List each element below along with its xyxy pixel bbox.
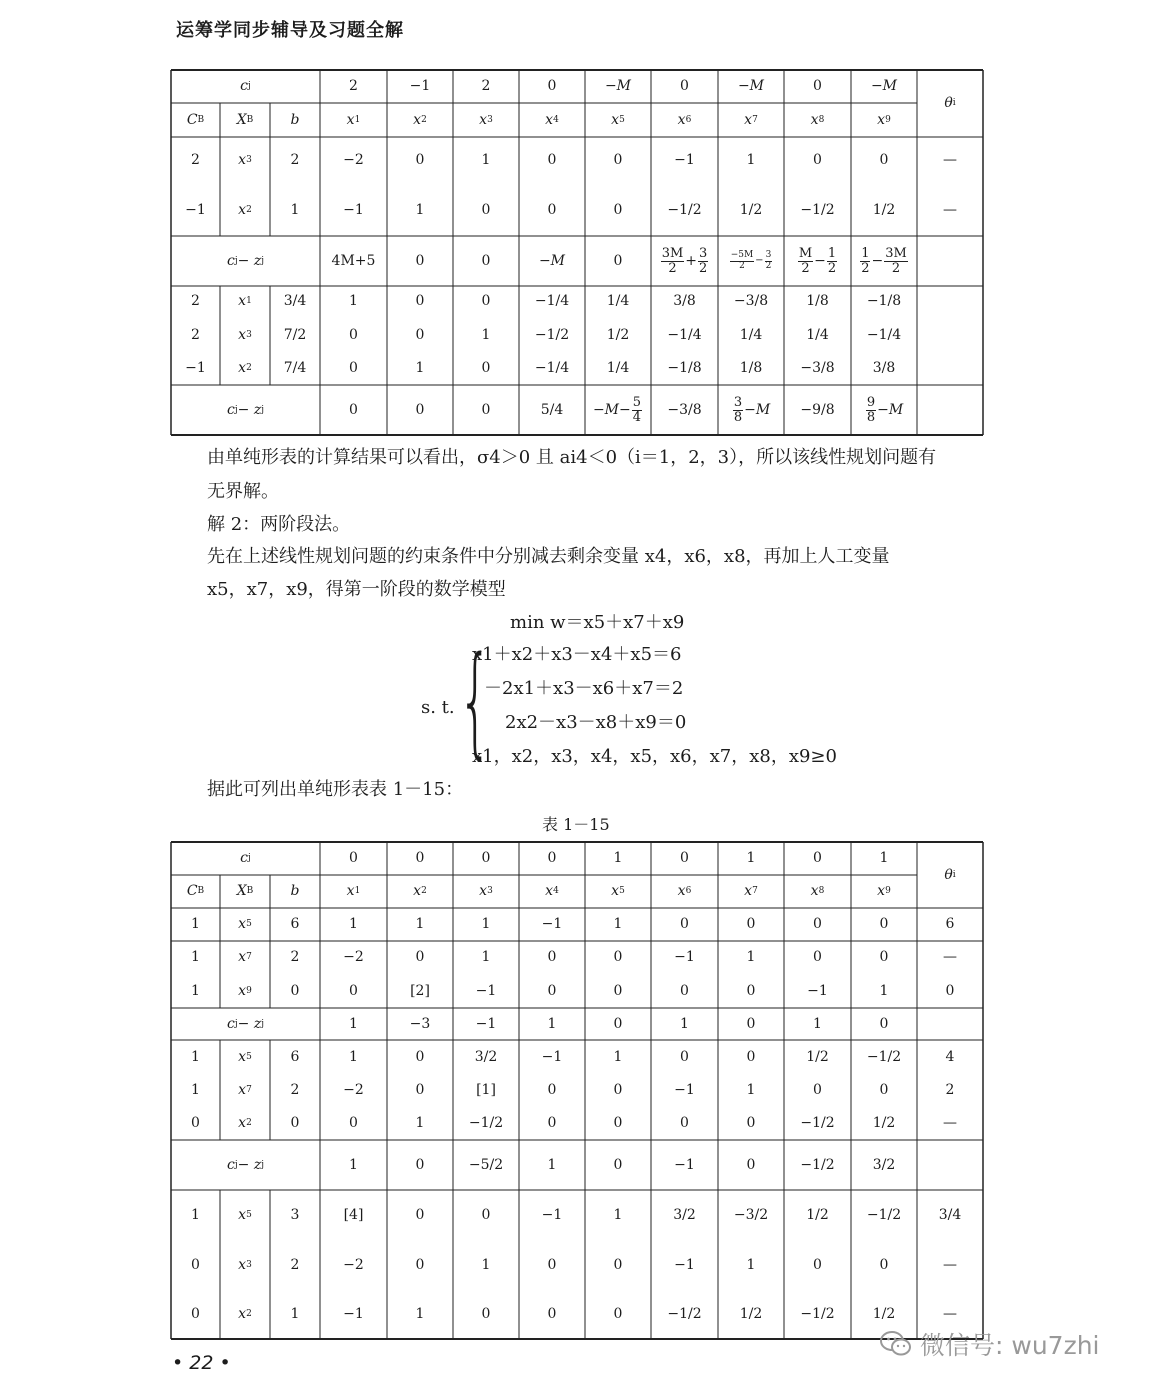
table-cell: 3/4 [283,293,307,309]
table-cell: 0 [613,152,623,168]
cz-label: c j − z j [227,253,264,269]
page-number: • 22 • [172,1352,231,1374]
table-cell: −1/2 [468,1115,504,1131]
table-cell: 0 [746,1115,756,1131]
table-cell: −1/8 [866,293,902,309]
column-header: x 7 [744,883,758,899]
column-header: x 9 [877,112,891,128]
cz-value: 3/2 [872,1157,896,1173]
table-cell: 0 [481,1306,491,1322]
table-cell: 1 [415,1115,425,1131]
table-cell: 0 [547,202,557,218]
table-cell: −1/2 [800,1115,835,1131]
table-cell: 0 [481,1207,491,1223]
table-cell: 1 [746,1082,756,1098]
basis-variable: x 1 [238,293,252,309]
column-header: x 5 [611,883,625,899]
table-cell: [2] [410,983,430,999]
cz-value: $\frac{9}{8}$ −M [866,394,904,425]
basis-variable: x 5 [238,1049,252,1065]
cj-value: 0 [680,850,689,866]
table-cell: 0 [290,983,300,999]
table-cell: [4] [343,1207,364,1223]
table-cell: 1 [613,1207,623,1223]
theta-value: — [943,1306,957,1322]
watermark-text: 微信号: wu7zhi [920,1331,1100,1360]
table-cell: 7/2 [283,327,307,343]
cz-value: 0 [613,1157,623,1173]
table-cell: 0 [415,1082,425,1098]
table-cell: −1 [541,916,563,932]
table-cell: 0 [547,1306,557,1322]
intro-line-2: x5，x7，x9，得第一阶段的数学模型 [207,579,506,600]
cj-label: c j [240,850,251,866]
basis-cost: 1 [191,1049,200,1065]
cz-value: 0 [481,253,491,269]
table-cell: −1/4 [866,327,902,343]
cz-value: −M [538,253,566,269]
table-cell: 0 [415,152,425,168]
table-cell: 0 [481,293,491,309]
table-cell: 0 [613,1257,623,1273]
table-cell: 1 [481,152,491,168]
cj-value: 0 [415,850,425,866]
cz-value: −3/8 [667,402,702,418]
cz-value: 0 [349,402,358,418]
table-cell: 0 [613,1115,623,1131]
table-cell: −1/2 [667,202,702,218]
table-cell: 0 [879,916,889,932]
table-cell: 1/4 [739,327,763,343]
basis-variable: x 9 [238,983,252,999]
table-cell: 1/2 [806,1049,829,1065]
table-cell: 1 [481,949,491,965]
table-cell: 0 [746,983,756,999]
cz-label: c j − z j [227,402,264,418]
cz-value: $\frac{3M}{2}$ + $\frac{3}{2}$ [661,245,708,276]
theta-value: 4 [945,1049,955,1065]
theta-value: — [943,202,957,218]
cj-value: 0 [813,78,822,94]
table-cell: 0 [746,1049,756,1065]
table-cell: 1/2 [872,202,896,218]
cz-value: 0 [613,253,623,269]
table-cell: 0 [680,916,689,932]
theta-value: — [943,152,957,168]
basis-cost: −1 [185,360,206,376]
table-cell: 0 [813,949,822,965]
column-header: x 8 [810,883,825,899]
table-cell: 0 [613,949,623,965]
basis-variable: x 7 [238,949,252,965]
table-cell: 2 [290,152,300,168]
table-cell: −2 [343,1257,364,1273]
table-cell: 1 [415,360,425,376]
table-cell: 1/8 [806,293,829,309]
table-cell: 0 [879,1082,889,1098]
constraint-4: x1，x2，x3，x4，x5，x6，x7，x8，x9≥0 [472,746,837,767]
table-cell: 0 [547,1257,557,1273]
cj-label: c j [240,78,251,94]
table-cell: 0 [813,916,822,932]
table-cell: 0 [547,1115,557,1131]
cz-value: 0 [415,1157,425,1173]
table-cell: 1 [746,1257,756,1273]
basis-cost: −1 [185,202,206,218]
theta-value: — [943,949,957,965]
table-cell: −1 [674,1082,695,1098]
table-cell: −1/4 [667,327,702,343]
cz-value: $\frac{M}{2}$ − $\frac{1}{2}$ [798,245,837,276]
table-cell: 2 [290,949,300,965]
table-cell: 3/2 [474,1049,498,1065]
basis-cost: 0 [191,1115,200,1131]
basis-cost: 2 [191,293,200,309]
cz-value: −9/8 [800,402,835,418]
basis-variable: x 3 [238,152,252,168]
method-title: 解 2：两阶段法。 [207,514,351,535]
cz-value: 0 [481,402,491,418]
table-cell: 1 [481,327,491,343]
cj-value: −M [604,78,632,94]
table-cell: 1/2 [872,1115,896,1131]
column-header: x 6 [677,112,692,128]
column-header: b [290,112,300,128]
column-header: x 9 [877,883,891,899]
table-cell: 0 [680,1115,689,1131]
table-cell: 0 [349,983,358,999]
column-header: C B [186,883,205,899]
table-cell: −2 [343,949,364,965]
table-cell: 0 [547,1082,557,1098]
table-cell: 1 [746,152,756,168]
column-header: x 4 [545,112,559,128]
theta-value: — [943,1115,957,1131]
table-cell: 7/4 [283,360,307,376]
cj-value: 0 [349,850,358,866]
basis-cost: 0 [191,1306,200,1322]
table-cell: 0 [813,1257,822,1273]
table-cell: 3/2 [673,1207,696,1223]
table-cell: 0 [415,949,425,965]
objective-function: min w＝x5＋x7＋x9 [510,612,685,633]
cz-value: 1 [547,1016,557,1032]
cz-value: 1 [349,1157,358,1173]
watermark [880,1326,1099,1362]
column-header: x 2 [413,883,427,899]
cj-value: 0 [547,850,557,866]
basis-variable: x 2 [238,1115,252,1131]
table-cell: 0 [813,1082,822,1098]
basis-cost: 1 [191,1207,200,1223]
table-cell: 0 [547,949,557,965]
table-cell: −2 [343,152,364,168]
basis-cost: 0 [191,1257,200,1273]
cz-value: −3 [409,1016,431,1032]
intro-line-1: 先在上述线性规划问题的约束条件中分别减去剩余变量 x4，x6，x8，再加上人工变量 [207,546,890,567]
table-cell: −3/2 [733,1207,769,1223]
table-cell: 0 [481,360,491,376]
table-cell: 0 [879,1257,889,1273]
theta-value: 2 [945,1082,955,1098]
column-header: x 4 [545,883,559,899]
table-cell: 1/2 [606,327,630,343]
theta-header: θ i [944,867,956,883]
constraint-1: x1＋x2＋x3－x4＋x5＝6 [472,644,682,665]
page-header-title: 运筹学同步辅导及习题全解 [176,20,404,41]
basis-variable: x 2 [238,202,252,218]
table-cell: −1/2 [866,1049,902,1065]
table-cell: 6 [290,916,300,932]
basis-cost: 1 [191,983,200,999]
basis-cost: 1 [191,916,200,932]
cz-value: 0 [746,1016,756,1032]
table-cell: 1 [290,1306,300,1322]
table-cell: 1 [481,916,491,932]
table-cell: 3/8 [872,360,896,376]
table-cell: −1 [541,1207,563,1223]
table-cell: [1] [476,1082,496,1098]
table-cell: −2 [343,1082,364,1098]
table-cell: 0 [746,916,756,932]
basis-cost: 1 [191,1082,200,1098]
table-cell: −1 [807,983,828,999]
table-cell: 1 [290,202,300,218]
table-cell: −1/8 [667,360,702,376]
cj-value: −M [870,78,898,94]
table-cell: 1 [349,293,358,309]
column-header: C B [186,112,205,128]
table-cell: 1/4 [606,293,630,309]
cj-value: 1 [879,850,889,866]
table-cell: 0 [415,1049,425,1065]
cz-value: $\frac{3}{8}$ −M [733,394,771,425]
cj-value: 1 [613,850,623,866]
cz-value: 5/4 [540,402,564,418]
constraint-2: －2x1＋x3－x6＋x7＝2 [484,678,684,699]
table-cell: 1/4 [806,327,829,343]
cj-value: 0 [481,850,491,866]
table-cell: 0 [879,152,889,168]
table-cell: −1 [541,1049,563,1065]
cj-value: 0 [547,78,557,94]
table-cell: 0 [879,949,889,965]
table-cell: 1 [879,983,889,999]
theta-header: θ i [944,95,956,111]
table-cell: 0 [813,152,822,168]
table-cell: 3 [290,1207,300,1223]
basis-variable: x 3 [238,327,252,343]
table-cell: −1 [343,1306,364,1322]
column-header: x 3 [479,883,493,899]
cz-value: −M − $\frac{5}{4}$ [592,394,642,425]
table-cell: 0 [613,1306,623,1322]
table-cell: 1 [415,1306,425,1322]
column-header: x 2 [413,112,427,128]
column-header: X B [236,883,254,899]
column-header: x 1 [346,883,361,899]
cj-value: −M [737,78,765,94]
table-intro: 据此可列出单纯形表表 1－15： [207,779,464,800]
table-cell: 1/2 [872,1306,896,1322]
constraint-3: 2x2－x3－x8＋x9＝0 [505,712,687,733]
table-cell: −1 [674,152,695,168]
theta-value: 3/4 [938,1207,962,1223]
table-cell: −1/2 [866,1207,902,1223]
cj-value: 0 [813,850,822,866]
table-cell: 0 [415,1257,425,1273]
cz-value: $\frac{1}{2}$ − $\frac{3M}{2}$ [861,245,907,276]
st-label: s. t. [421,697,455,718]
theta-value: — [943,1257,957,1273]
table-cell: 1 [349,916,358,932]
column-header: b [290,883,300,899]
wechat-icon [880,1330,912,1358]
cz-value: 0 [415,402,425,418]
table-caption: 表 1－15 [542,815,610,834]
basis-cost: 2 [191,152,200,168]
table-cell: 6 [290,1049,300,1065]
cz-value: 0 [746,1157,756,1173]
cz-value: 1 [680,1016,689,1032]
table-cell: 0 [613,1082,623,1098]
table-cell: 1 [481,1257,491,1273]
constraint-brace: { [458,632,493,771]
table-cell: 0 [290,1115,300,1131]
table-cell: 1 [415,916,425,932]
table-cell: 3/8 [673,293,696,309]
cz-label: c j − z j [227,1157,264,1173]
table-cell: −1/2 [667,1306,702,1322]
table-cell: 0 [349,360,358,376]
table-cell: −1/2 [534,327,570,343]
table-cell: 1 [746,949,756,965]
column-header: x 6 [677,883,692,899]
table-cell: 0 [547,983,557,999]
column-header: x 5 [611,112,625,128]
theta-value: 6 [945,916,955,932]
cz-value: 1 [813,1016,822,1032]
conclusion-line-2: 无界解。 [207,481,279,502]
basis-variable: x 5 [238,916,252,932]
basis-variable: x 2 [238,360,252,376]
cj-value: 0 [680,78,689,94]
cz-value: 1 [547,1157,557,1173]
basis-variable: x 2 [238,1306,252,1322]
table-cell: 1 [613,916,623,932]
cj-value: −1 [409,78,431,94]
table-cell: 0 [349,1115,358,1131]
theta-value: 0 [945,983,955,999]
table-cell: −1 [343,202,364,218]
basis-cost: 2 [191,327,200,343]
table-cell: −1/4 [534,293,570,309]
cz-value: −5/2 [468,1157,504,1173]
basis-variable: x 3 [238,1257,252,1273]
cj-value: 2 [349,78,358,94]
cz-value: −1 [674,1157,695,1173]
table-cell: 1 [613,1049,623,1065]
column-header: x 7 [744,112,758,128]
table-cell: −1 [674,1257,695,1273]
column-header: X B [236,112,254,128]
table-cell: 0 [415,327,425,343]
cz-value: 0 [415,253,425,269]
conclusion-line-1: 由单纯形表的计算结果可以看出，σ4＞0 且 ai4＜0（i＝1，2，3），所以该线性规划问题有 [207,447,937,468]
column-header: x 8 [810,112,825,128]
table-cell: −3/8 [733,293,769,309]
table-cell: 1/2 [739,1306,763,1322]
table-cell: −1 [475,983,497,999]
table-cell: 2 [290,1082,300,1098]
basis-cost: 1 [191,949,200,965]
table-cell: 0 [613,983,623,999]
table-cell: 1/2 [739,202,763,218]
cz-value: 1 [349,1016,358,1032]
table-cell: −1/2 [800,1306,835,1322]
basis-variable: x 7 [238,1082,252,1098]
table-cell: 1/8 [739,360,763,376]
table-cell: 0 [481,202,491,218]
table-cell: −1/4 [534,360,570,376]
table-cell: 2 [290,1257,300,1273]
basis-variable: x 5 [238,1207,252,1223]
table-cell: 0 [680,983,689,999]
table-cell: 1 [415,202,425,218]
cz-value: −1/2 [800,1157,835,1173]
table-cell: 0 [547,152,557,168]
cz-value: 0 [613,1016,623,1032]
table-cell: 0 [415,1207,425,1223]
cz-value: 0 [879,1016,889,1032]
table-cell: 0 [613,202,623,218]
table-cell: 1 [349,1049,358,1065]
table-cell: 1/2 [806,1207,829,1223]
cz-label: c j − z j [227,1016,264,1032]
column-header: x 1 [346,112,361,128]
table-cell: 1/4 [606,360,630,376]
table-cell: −1 [674,949,695,965]
table-cell: −3/8 [800,360,835,376]
cj-value: 2 [481,78,491,94]
table-cell: 0 [415,293,425,309]
cz-value: 4M+5 [331,253,376,269]
cj-value: 1 [746,850,756,866]
column-header: x 3 [479,112,493,128]
table-cell: 0 [680,1049,689,1065]
cz-value: $\frac{-5M}{2}$ − $\frac{3}{2}$ [730,250,772,271]
cz-value: −1 [475,1016,497,1032]
table-cell: 0 [349,327,358,343]
table-cell: −1/2 [800,202,835,218]
